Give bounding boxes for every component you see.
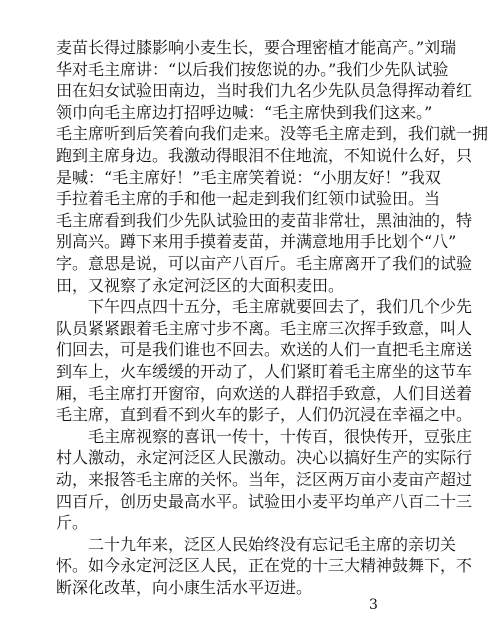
text-line: 毛主席听到后笑着向我们走来。没等毛主席走到，我们就一拥 <box>56 124 488 144</box>
text-line: 是喊：“毛主席好！”毛主席笑着说：“小朋友好！”我双 <box>56 167 441 187</box>
text-line: 领巾向毛主席边打招呼边喊：“毛主席快到我们这来。” <box>56 102 433 122</box>
text-line: 斤。 <box>56 513 89 533</box>
paragraph-start-line: 下午四点四十五分，毛主席就要回去了，我们几个少先 <box>88 297 473 317</box>
text-line: 手拉着毛主席的手和他一起走到我们红领巾试验田。当 <box>56 189 441 209</box>
text-line: 们回去，可是我们谁也不回去。欢送的人们一直把毛主席送 <box>56 340 473 360</box>
text-line: 华对毛主席讲：“以后我们按您说的办。”我们少先队试验 <box>56 59 449 79</box>
text-line: 到车上，火车缓缓的开动了，人们紧盯着毛主席坐的这节车 <box>56 362 473 381</box>
text-line: 别高兴。蹲下来用手摸着麦苗，并满意地用手比划个“八” <box>56 232 457 252</box>
text-line: 田，又视察了永定河泛区的大面积麦田。 <box>56 275 345 295</box>
text-line: 动，来报答毛主席的关怀。当年，泛区两万亩小麦亩产超过 <box>56 470 473 489</box>
paragraph-start-line: 二十九年来，泛区人民始终没有忘记毛主席的亲切关 <box>88 534 457 554</box>
text-line: 怀。如今永定河泛区人民，正在党的十三大精神鼓舞下，不 <box>56 556 473 576</box>
text-line: 字。意思是说，可以亩产八百斤。毛主席离开了我们的试验 <box>56 254 473 273</box>
paragraph-start-line: 毛主席视察的喜讯一传十，十传百，很快传开，豆张庄 <box>88 426 473 446</box>
text-line: 厢，毛主席打开窗帘，向欢送的人群招手致意，人们目送着 <box>56 383 473 403</box>
text-line: 队员紧紧跟着毛主席寸步不离。毛主席三次挥手致意，叫人 <box>56 318 473 338</box>
text-line: 跑到主席身边。我激动得眼泪不住地流，不知说什么好，只 <box>56 146 473 165</box>
text-line: 毛主席看到我们少先队试验田的麦苗非常壮，黑油油的，特 <box>56 210 473 230</box>
text-line: 田在妇女试验田南边，当时我们九名少先队员急得挥动着红 <box>56 81 473 101</box>
text-line: 村人激动，永定河泛区人民激动。决心以搞好生产的实际行 <box>56 448 473 468</box>
text-line: 四百斤，创历史最高水平。试验田小麦平均单产八百二十三 <box>56 491 473 511</box>
page-number: 3 <box>369 597 378 613</box>
text-line: 毛主席，直到看不到火车的影子，人们仍沉浸在幸福之中。 <box>56 405 473 425</box>
text-line: 断深化改革，向小康生活水平迈进。 <box>56 578 313 597</box>
text-line: 麦苗长得过膝影响小麦生长，要合理密植才能高产。”刘瑞 <box>56 38 457 57</box>
